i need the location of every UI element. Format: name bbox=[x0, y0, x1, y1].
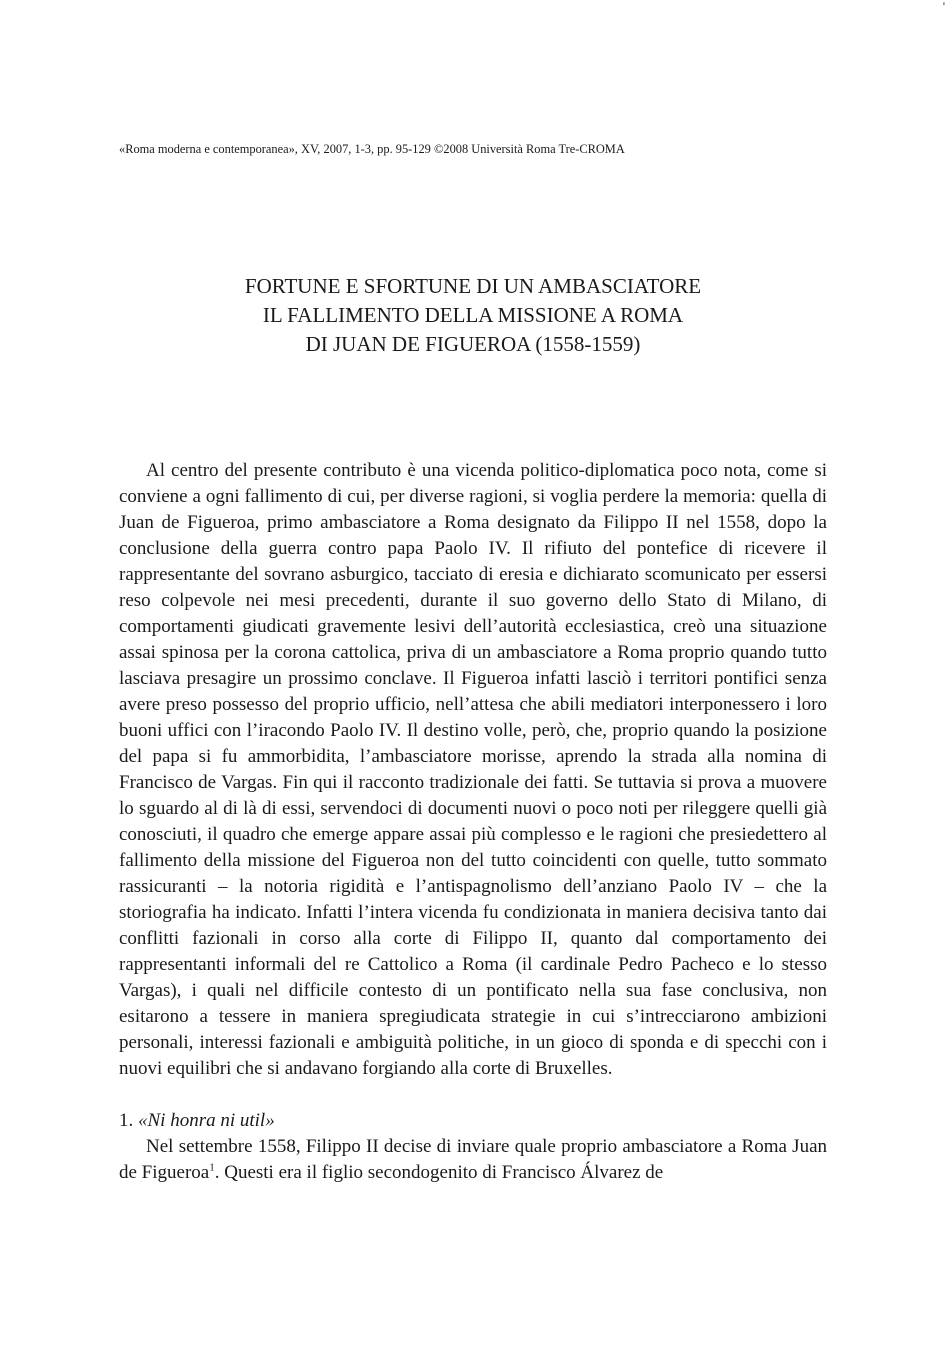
abstract-paragraph: Al centro del presente contributo è una vicenda politico-diplomatica poco nota, come si conviene a ogni fallimento di cui, per diverse ragioni, si voglia perdere la memoria: quella di Juan de Figueroa, primo ambasciatore a Roma designato da Filippo II nel 1558, dopo la conclusione della guerra contro papa Paolo IV. Il rifiuto del pontefice di ricevere il rappresentante del sovrano asburgico, tacciato di eresia e dichiarato scomunicato per essersi reso colpevole nei mesi precedenti, durante il suo governo dello Stato di Milano, di comportamenti giudicati gravemente lesivi dell’autorità ecclesiastica, creò una situazione assai spinosa per la corona cattolica, priva di un ambasciatore a Roma proprio quando tutto lasciava presagire un prossimo conclave. Il Figueroa infatti lasciò i territori pontifici senza avere preso possesso del proprio ufficio, nell’attesa che abili mediatori interponessero i loro buoni uffici con l’iracondo Paolo IV. Il destino volle, però, che, proprio quando la posizione del papa si fu ammorbidita, l’ambasciatore morisse, aprendo la strada alla nomina di Francisco de Vargas. Fin qui il racconto tradizionale dei fatti. Se tuttavia si prova a muovere lo sguardo al di là di essi, servendoci di documenti nuovi o poco noti per rileggere quelli già conosciuti, il quadro che emerge appare assai più complesso e le ragioni che presiedettero al fallimento della missione del Figueroa non del tutto coincidenti con quelle, tutto sommato rassicuranti – la notoria rigidità e l’antispagnolismo dell’anziano Paolo IV – che la storiografia ha indicato. Infatti l’intera vicenda fu condizionata in maniera decisiva tanto dai conflitti fazionali in corso alla corte di Filippo II, quanto dal comportamento dei rappresentanti informali del re Cattolico a Roma (il cardinale Pedro Pacheco e lo stesso Vargas), i quali nel difficile contesto di un pontificato nella sua fase conclusiva, non esitarono a tessere in maniera spregiudicata strategie in cui s’intrecciarono ambizioni personali, interessi fazionali e ambiguità politiche, in un gioco di sponda e di specchi con i nuovi equilibri che si andavano forgiando alla corte di Bruxelles. bbox=[119, 460, 827, 1079]
article-title bbox=[119, 272, 827, 359]
paragraph-text: Nel settembre 1558, Filippo II decise di inviare quale proprio ambasciatore a Roma Juan de Figueroa bbox=[119, 1136, 827, 1183]
corner-mark: ' bbox=[942, 0, 945, 13]
body-text bbox=[119, 458, 827, 1186]
section-title: «Ni honra ni util» bbox=[138, 1110, 275, 1131]
body-paragraph bbox=[119, 1134, 827, 1186]
title-line-3: DI JUAN DE FIGUEROA (1558-1559) bbox=[305, 332, 641, 356]
paragraph-text-continued: . Questi era il figlio secondogenito di Francisco Álvarez de bbox=[214, 1162, 664, 1183]
section-number: 1. bbox=[119, 1110, 138, 1131]
running-head: «Roma moderna e contemporanea», XV, 2007, 1-3, pp. 95-129 ©2008 Università Roma Tre-CROMA bbox=[119, 142, 625, 156]
title-line-1: FORTUNE E SFORTUNE DI UN AMBASCIATORE bbox=[244, 274, 702, 298]
footnote-reference[interactable]: 1 bbox=[209, 1161, 215, 1174]
section-heading bbox=[119, 1108, 827, 1134]
title-line-2: IL FALLIMENTO DELLA MISSIONE A ROMA bbox=[262, 303, 684, 327]
